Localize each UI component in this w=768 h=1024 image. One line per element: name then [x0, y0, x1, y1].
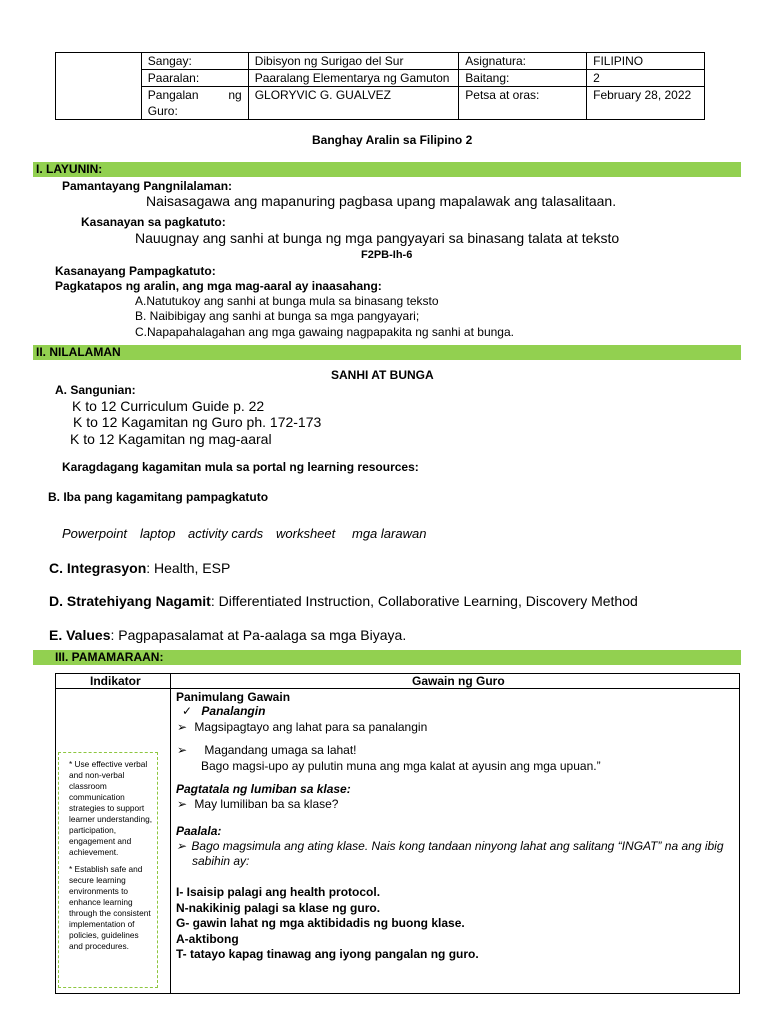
section-heading: I. LAYUNIN:	[36, 162, 103, 176]
column-header-gawain: Gawain ng Guro	[412, 674, 505, 688]
header-cell-pangalan	[141, 87, 248, 120]
reference-item: K to 12 Kagamitan ng Guro ph. 172-173	[73, 414, 322, 430]
header-cell: GLORYVIC G. GUALVEZ	[248, 87, 459, 120]
materials-list	[62, 526, 426, 541]
sangunian-label: A. Sangunian:	[55, 383, 136, 397]
material-item: mga larawan	[352, 526, 427, 541]
panalangin-label: Panalangin	[201, 704, 266, 718]
table-column-divider	[170, 674, 171, 993]
material-item: laptop	[140, 526, 176, 541]
objective-item: B. Naibibigay ang sanhi at bunga sa mga pangyayari;	[135, 309, 420, 323]
bago-upo-text: Bago magsi-upo ay pulutin muna ang mga kalat at ayusin ang mga upuan.”	[201, 759, 601, 773]
bullet-text: Magandang umaga sa lahat!	[204, 743, 357, 757]
stratehiya-label: D. Stratehiyang Nagamit	[49, 593, 211, 609]
kasanayang-label: Kasanayang Pampagkatuto:	[55, 264, 216, 278]
header-row	[56, 70, 705, 87]
section-bar-nilalaman	[33, 345, 741, 360]
ingat-item: T- tatayo kapag tinawag ang iyong pangalan ng guro.	[176, 947, 479, 961]
header-cell: Petsa at oras:	[459, 87, 587, 120]
table-header-divider	[56, 688, 739, 689]
header-row	[56, 53, 705, 70]
arrow-bullet-icon: ➢	[177, 720, 188, 734]
topic-title: SANHI AT BUNGA	[331, 368, 434, 382]
pamantayan-label: Pamantayang Pangnilalaman:	[62, 179, 233, 193]
ingat-item: I- Isaisip palagi ang health protocol.	[176, 885, 381, 899]
bullet-text: Magsipagtayo ang lahat para sa panalangin	[194, 720, 428, 734]
material-item: activity cards	[188, 526, 264, 541]
values-line	[49, 627, 406, 643]
checkmark-icon: ✓	[182, 704, 193, 718]
stratehiya-line	[49, 593, 638, 609]
header-cell: Asignatura:	[459, 53, 587, 70]
pamantayan-text: Naisasagawa ang mapanuring pagbasa upang mapalawak ang talasalitaan.	[146, 193, 617, 209]
ingat-item: A-aktibong	[176, 932, 239, 946]
ingat-item: N-nakikinig palagi sa klase ng guro.	[176, 901, 381, 915]
header-cell: Sangay:	[141, 53, 248, 70]
reference-item: K to 12 Curriculum Guide p. 22	[72, 398, 265, 414]
header-cell: February 28, 2022	[587, 87, 705, 120]
section-bar-pamamaraan	[33, 650, 741, 665]
values-label: E. Values	[49, 627, 111, 643]
header-table	[55, 52, 705, 120]
section-bar-layunin	[33, 162, 741, 177]
material-item: worksheet	[276, 526, 336, 541]
indicator-note: * Establish safe and secure learning environments to enhance learning through the consistent implementation of policies, guidelines and procedures.	[69, 864, 151, 951]
indicator-note: * Use effective verbal and non-verbal classroom communication strategies to support learner understanding, participation, engagement and achievement.	[69, 759, 153, 857]
panimula-heading: Panimulang Gawain	[176, 690, 291, 704]
pangalan-label-c: Guro:	[147, 104, 178, 118]
pangalan-label-b: ng	[228, 88, 242, 102]
bullet-line	[177, 743, 357, 757]
integrasyon-text: : Health, ESP	[146, 560, 231, 576]
objective-item: C.Napapahalagahan ang mga gawaing nagpapakita ng sanhi at bunga.	[135, 325, 514, 339]
indicator-notes-box	[58, 752, 158, 988]
page-title: Banghay Aralin sa Filipino 2	[312, 133, 473, 147]
column-header-indikator: Indikator	[90, 674, 141, 688]
kasanayan-label: Kasanayan sa pagkatuto:	[81, 215, 226, 229]
objective-item: A.Natutukoy ang sanhi at bunga mula sa binasang teksto	[135, 294, 439, 308]
reference-item: K to 12 Kagamitan ng mag-aaral	[70, 431, 272, 447]
integrasyon-label: C. Integrasyon	[49, 560, 147, 576]
integrasyon-line	[49, 560, 230, 576]
header-cell: Dibisyon ng Surigao del Sur	[248, 53, 459, 70]
header-row	[56, 87, 705, 120]
arrow-bullet-icon: ➢	[177, 797, 188, 811]
paalala-line	[176, 839, 732, 853]
arrow-bullet-icon: ➢	[177, 743, 188, 757]
section-heading: II. NILALAMAN	[36, 345, 121, 359]
header-cell: FILIPINO	[587, 53, 705, 70]
paalala-text-cont: sabihin ay:	[192, 854, 250, 868]
competency-code: F2PB-Ih-6	[361, 249, 413, 261]
header-logo-cell	[56, 53, 142, 120]
karagdagang-label: Karagdagang kagamitan mula sa portal ng learning resources:	[62, 460, 419, 474]
iba-pang-label: B. Iba pang kagamitang pampagkatuto	[48, 490, 269, 504]
header-cell: Baitang:	[459, 70, 587, 87]
arrow-bullet-icon: ➢	[176, 839, 187, 853]
pagkatapos-text: Pagkatapos ng aralin, ang mga mag-aaral ay inaasahang:	[55, 279, 382, 293]
stratehiya-text: : Differentiated Instruction, Collaborative Learning, Discovery Method	[210, 593, 638, 609]
paalala-text: Bago magsimula ang ating klase. Nais kong tandaan ninyong lahat ang salitang “INGAT” na ang ibig	[191, 839, 724, 853]
kasanayan-text: Nauugnay ang sanhi at bunga ng mga pangyayari sa binasang talata at teksto	[135, 230, 620, 246]
pangalan-label-a: Pangalan	[147, 88, 199, 102]
header-cell: Paaralang Elementarya ng Gamuton	[248, 70, 459, 87]
material-item: Powerpoint	[62, 526, 128, 541]
panalangin-line	[182, 704, 265, 718]
pagtatala-heading: Pagtatala ng lumiban sa klase:	[176, 782, 351, 796]
values-text: : Pagpapasalamat at Pa-aalaga sa mga Biyaya.	[110, 627, 407, 643]
ingat-item: G- gawin lahat ng mga aktibidadis ng buong klase.	[176, 916, 465, 930]
header-cell: Paaralan:	[141, 70, 248, 87]
bullet-line	[177, 797, 338, 811]
section-heading: III. PAMAMARAAN:	[55, 650, 164, 664]
paalala-heading: Paalala:	[176, 824, 222, 838]
bullet-text: May lumiliban ba sa klase?	[194, 797, 339, 811]
header-cell: 2	[587, 70, 705, 87]
bullet-line	[177, 720, 427, 734]
